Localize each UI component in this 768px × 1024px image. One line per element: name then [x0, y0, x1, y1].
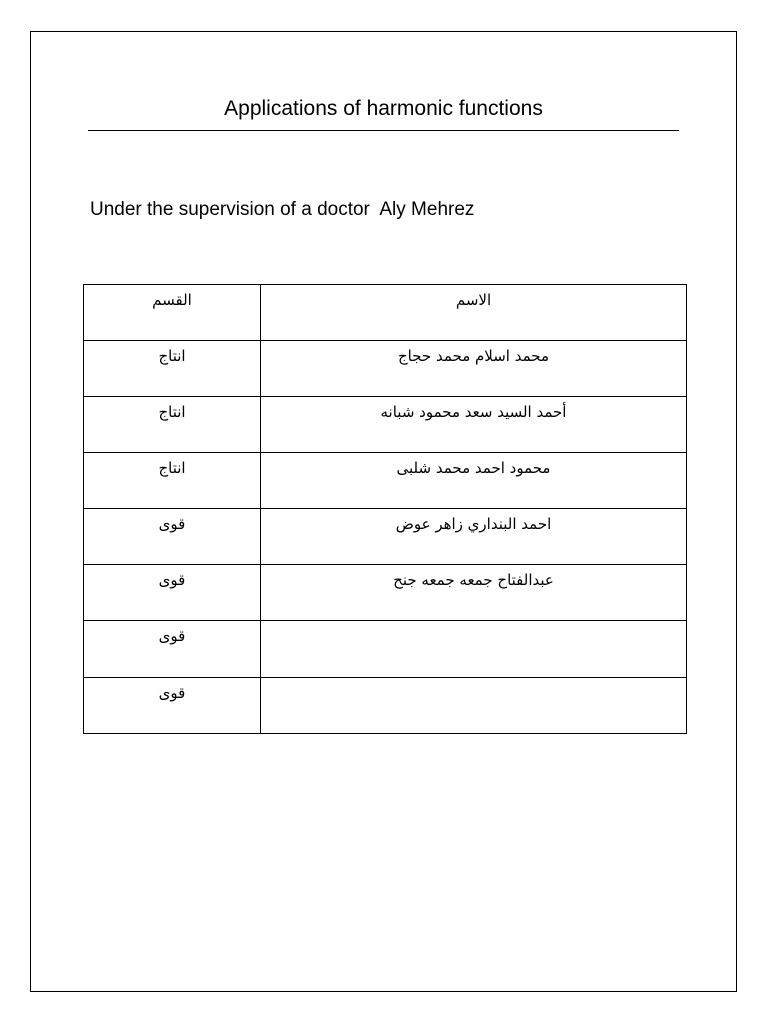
cell-department: انتاج	[84, 397, 261, 453]
cell-name	[261, 678, 687, 734]
table-row	[84, 397, 687, 453]
cell-name: محمود احمد محمد شلبى	[261, 453, 687, 509]
cell-name: عبدالفتاح جمعه جمعه جنح	[261, 565, 687, 621]
table-row	[84, 678, 687, 734]
student-roster-table	[83, 284, 687, 734]
cell-name	[261, 621, 687, 678]
table-row	[84, 621, 687, 678]
cell-department: قوى	[84, 565, 261, 621]
cell-department: انتاج	[84, 341, 261, 397]
cell-department: قوى	[84, 509, 261, 565]
table-row	[84, 341, 687, 397]
header-department: القسم	[84, 285, 261, 341]
table-header-row	[84, 285, 687, 341]
supervision-line: Under the supervision of a doctor Aly Mehrez	[90, 199, 475, 220]
cell-department: قوى	[84, 678, 261, 734]
cell-name: احمد البنداري زاهر عوض	[261, 509, 687, 565]
title-underline	[88, 130, 679, 131]
cell-name: محمد اسلام محمد حجاج	[261, 341, 687, 397]
cell-department: انتاج	[84, 453, 261, 509]
cell-name: أحمد السيد سعد محمود شبانه	[261, 397, 687, 453]
table-row	[84, 565, 687, 621]
table-row	[84, 453, 687, 509]
header-name: الاسم	[261, 285, 687, 341]
document-title: Applications of harmonic functions	[224, 97, 543, 120]
cell-department: قوى	[84, 621, 261, 678]
table-row	[84, 509, 687, 565]
